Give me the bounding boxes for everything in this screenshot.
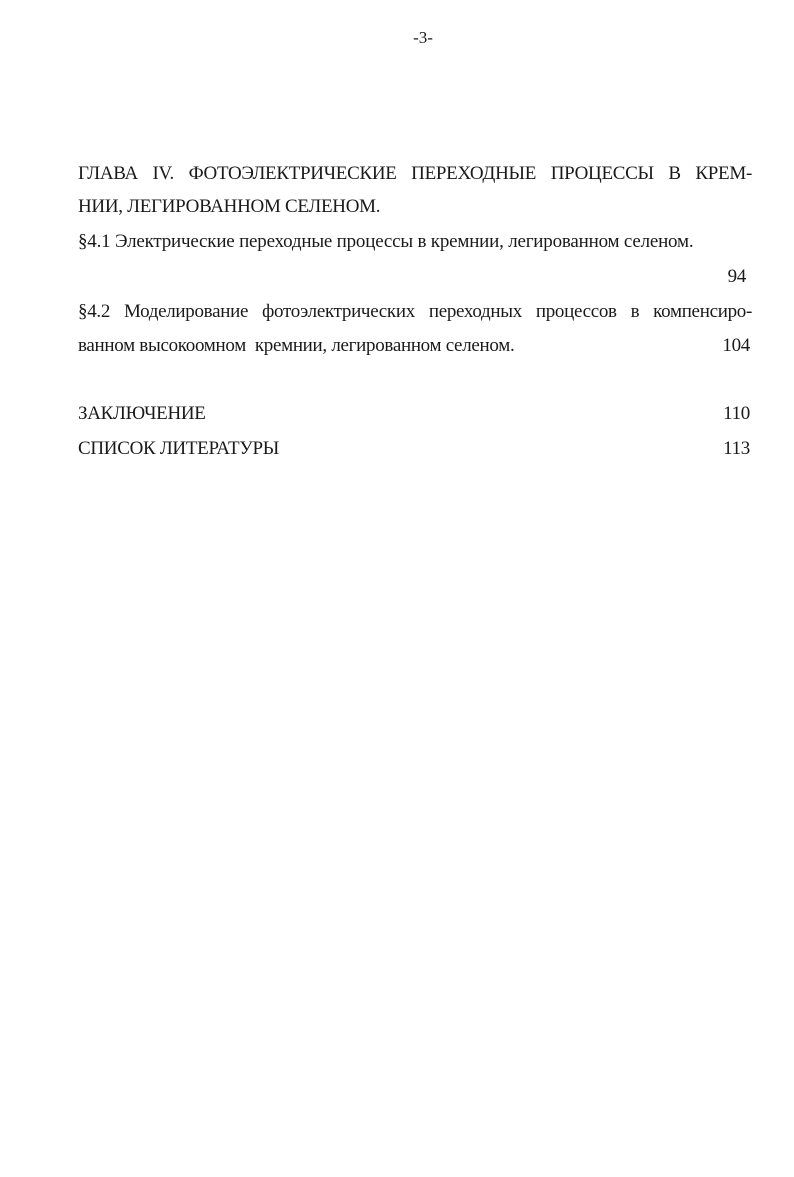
section-4-1-title: §4.1 Электрические переходные процессы в кремнии, легированном селеном. (78, 231, 694, 252)
references-entry (78, 437, 750, 461)
section-4-2-title-line2: ванном высокоомном кремнии, легированном селеном. (78, 335, 515, 356)
conclusion-entry (78, 402, 750, 426)
section-4-1-page: 94 (727, 266, 746, 287)
conclusion-page: 110 (723, 403, 750, 424)
section-4-2-title-line1: §4.2 Моделирование фотоэлектрических переходных процессов в компенсиро- (78, 301, 752, 322)
section-4-2-page: 104 (722, 335, 750, 356)
chapter4-title-line1: ГЛАВА IV. ФОТОЭЛЕКТРИЧЕСКИЕ ПЕРЕХОДНЫЕ ПРОЦЕССЫ В КРЕМ- (78, 163, 752, 184)
references-title: СПИСОК ЛИТЕРАТУРЫ (78, 438, 280, 459)
section-4-2-entry (78, 334, 750, 358)
page-number: -3- (413, 28, 433, 47)
conclusion-title: ЗАКЛЮЧЕНИЕ (78, 403, 206, 424)
references-page: 113 (723, 438, 750, 459)
chapter4-title-line2: НИИ, ЛЕГИРОВАННОМ СЕЛЕНОМ. (78, 196, 381, 217)
